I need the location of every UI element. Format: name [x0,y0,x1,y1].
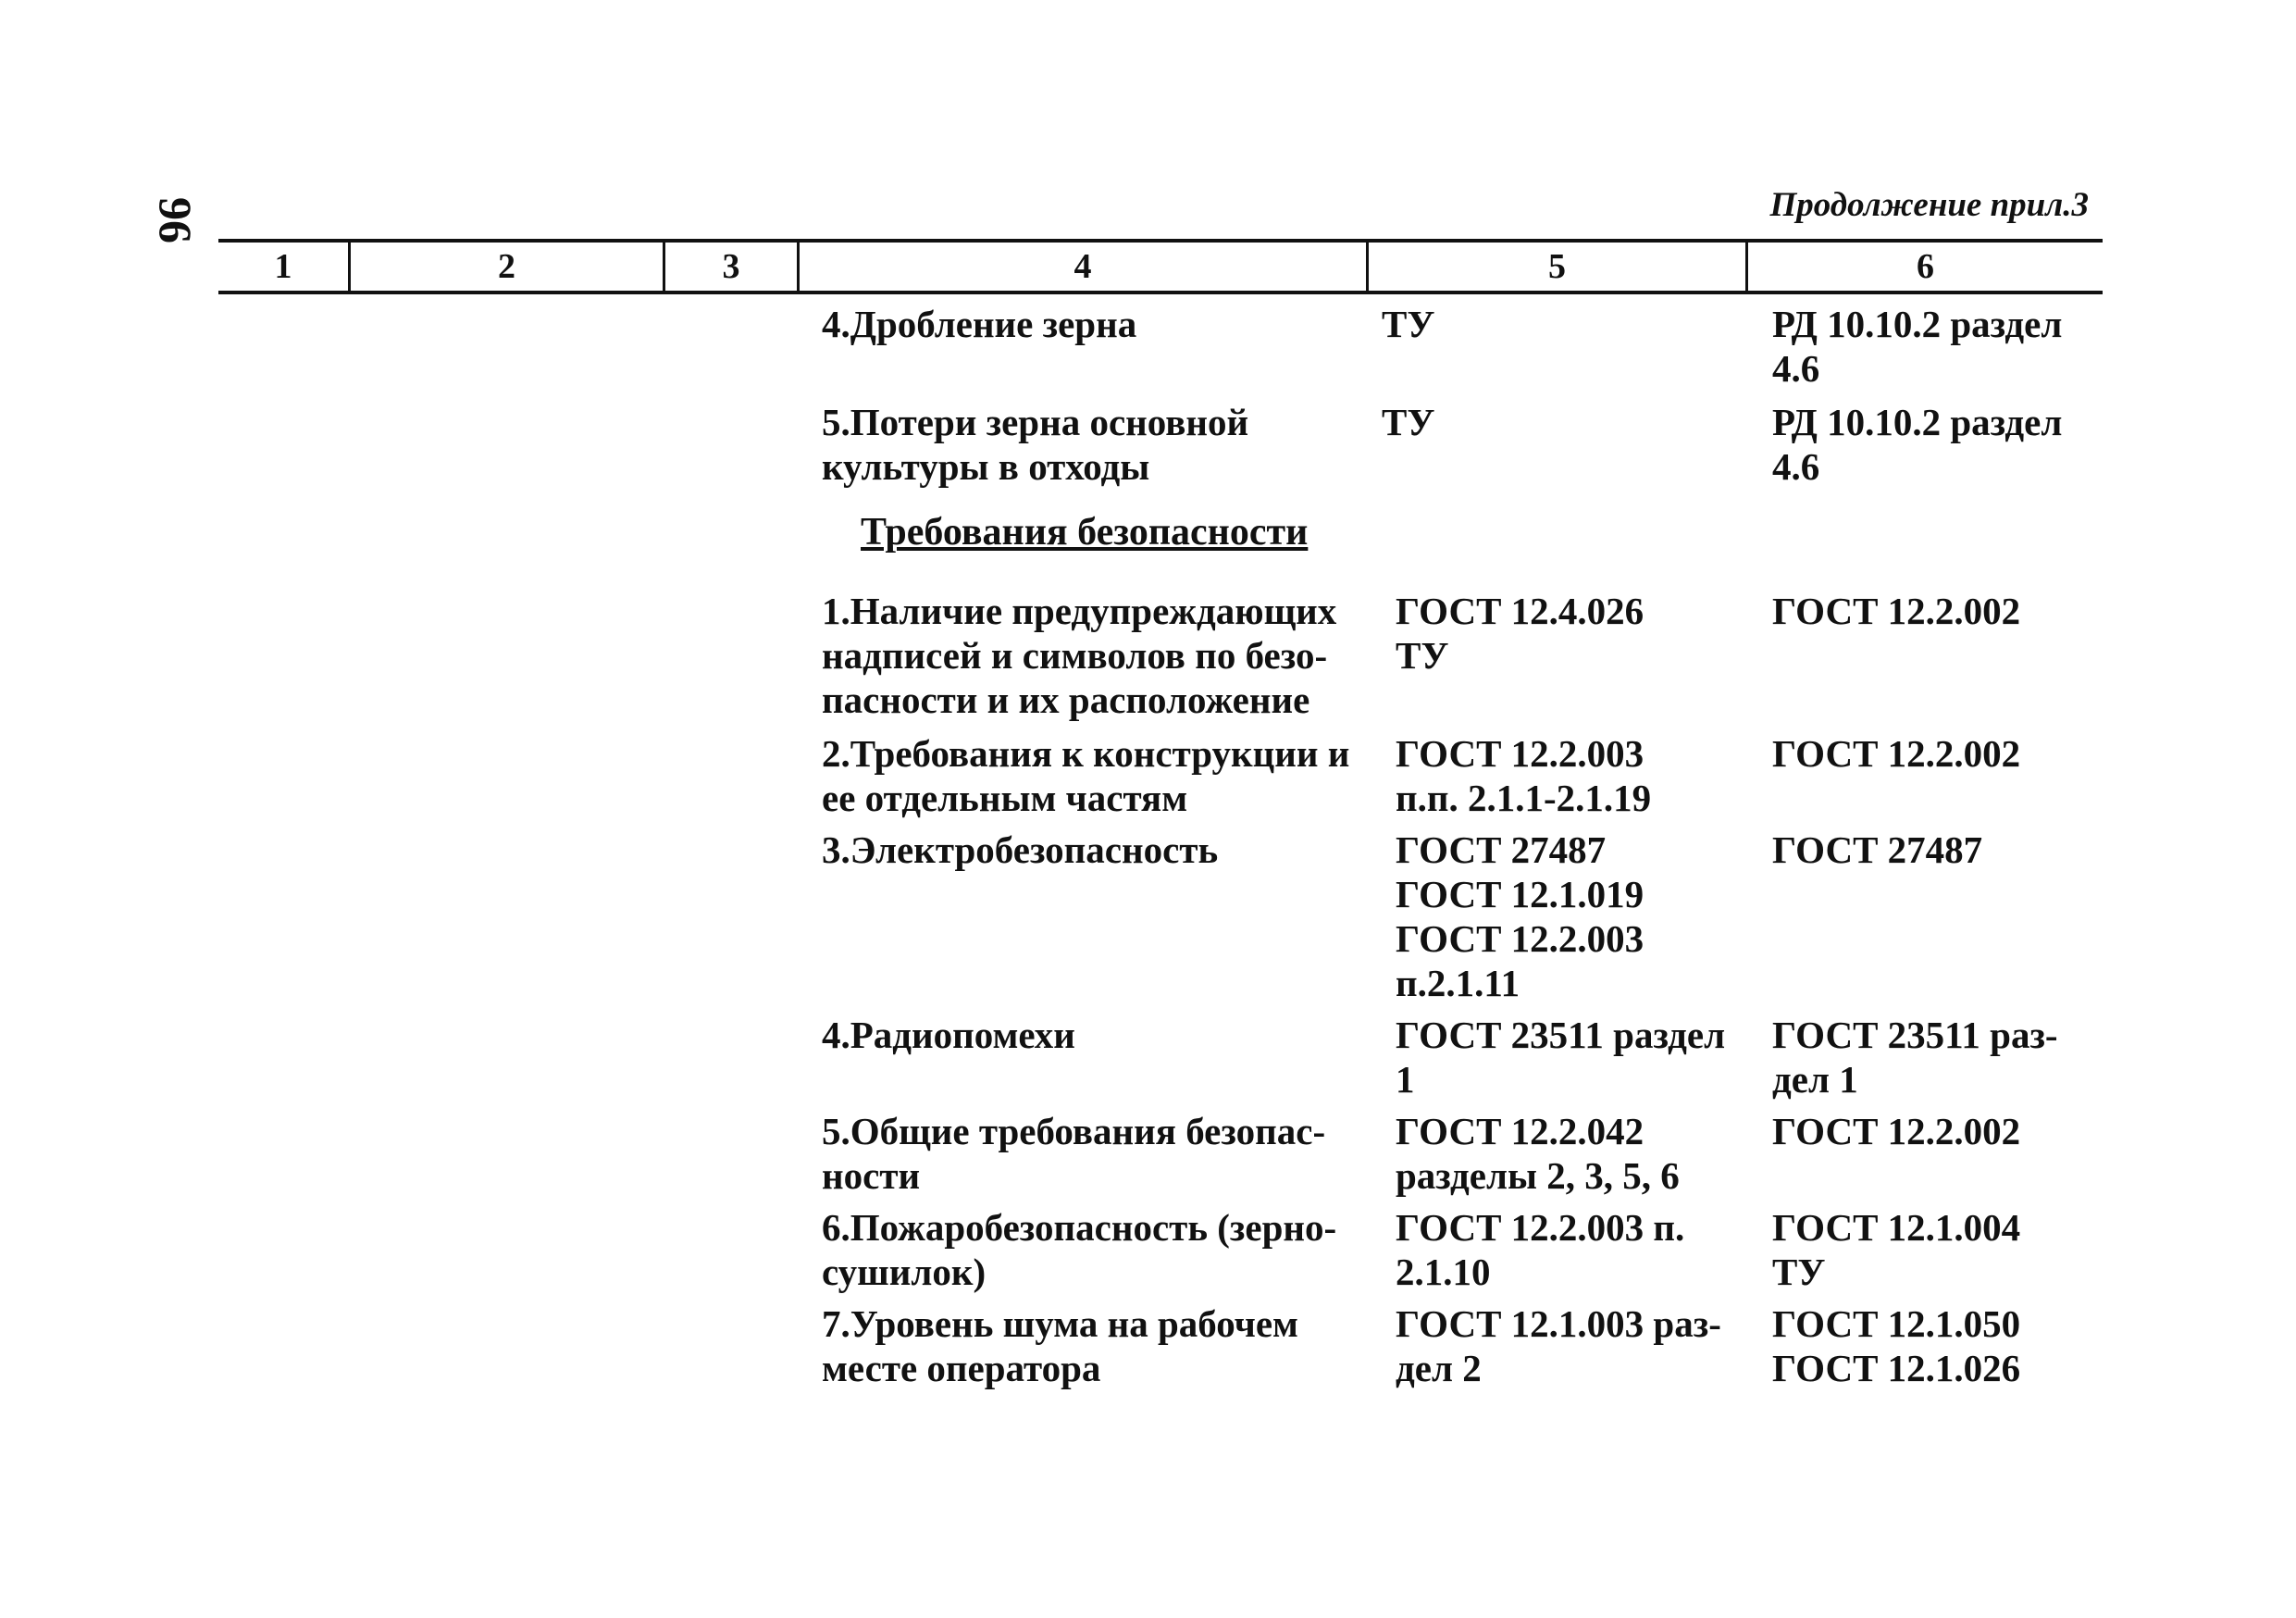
test-indicator-cell [822,731,1354,820]
cell-text-line: ГОСТ 12.2.003 [1396,917,1644,960]
cell-text-line: ее отдельным частям [822,777,1188,819]
cell-text-line: сушилок) [822,1251,987,1293]
cell-text-line: п.п. 2.1.1-2.1.19 [1396,777,1652,819]
cell-text-line: ГОСТ 12.2.002 [1772,590,2021,632]
test-indicator-cell [822,400,1354,489]
method-cell [1772,1301,2091,1390]
cell-text-line: 6.Пожаробезопасность (зерно- [822,1206,1337,1249]
cell-text-line: 7.Уровень шума на рабочем [822,1302,1298,1345]
column-number-4: 4 [1074,247,1092,286]
standard-cell [1396,1205,1756,1294]
method-cell [1772,589,2091,633]
cell-text-line: 3.Электробезопасность [822,828,1219,871]
cell-text-line: месте оператора [822,1347,1101,1389]
cell-text-line: 4.6 [1772,445,1820,488]
cell-text-line: 1.Наличие предупреждающих [822,590,1337,632]
cell-text-line: 1 [1396,1058,1415,1101]
standard-cell [1396,828,1756,1005]
cell-text-line: ГОСТ 12.1.019 [1396,873,1644,915]
continuation-note: Продолжение прил.3 [1769,186,2089,224]
cell-text-line: ТУ [1772,1251,1826,1293]
test-indicator-cell [822,1301,1354,1390]
test-indicator-cell [822,1013,1354,1057]
cell-text-line: дел 1 [1772,1058,1858,1101]
cell-text-line: ГОСТ 12.4.026 [1396,590,1644,632]
method-cell [1772,731,2091,776]
test-indicator-cell [822,1109,1354,1198]
standard-cell [1396,1301,1756,1390]
column-number-header [218,243,2103,291]
cell-text-line: РД 10.10.2 раздел [1772,401,2063,443]
cell-text-line: культуры в отходы [822,445,1150,488]
section-heading: Требования безопасности [861,511,1309,554]
cell-text-line: ГОСТ 12.2.003 [1396,732,1644,775]
cell-text-line: ТУ [1382,303,1435,345]
method-cell [1772,828,2091,872]
column-number-3: 3 [722,247,740,286]
cell-text-line: ГОСТ 23511 раз- [1772,1014,2058,1056]
cell-text-line: ГОСТ 27487 [1772,828,1983,871]
cell-text-line: 4.Дробление зерна [822,303,1137,345]
standard-cell [1396,1109,1756,1198]
cell-text-line: 5.Общие требования безопас- [822,1110,1326,1152]
method-cell [1772,400,2091,489]
test-indicator-cell [822,1205,1354,1294]
cell-text-line: ГОСТ 12.2.002 [1772,1110,2021,1152]
method-cell [1772,302,2091,391]
cell-text-line: ТУ [1382,401,1435,443]
standard-cell [1382,400,1743,444]
page-number: 96 [150,197,202,243]
cell-text-line: ности [822,1154,921,1197]
cell-text-line: п.2.1.11 [1396,962,1520,1004]
cell-text-line: 4.6 [1772,347,1820,390]
test-indicator-cell [822,302,1354,346]
cell-text-line: ГОСТ 27487 [1396,828,1607,871]
column-number-5: 5 [1548,247,1566,286]
cell-text-line: ГОСТ 12.1.050 [1772,1302,2021,1345]
cell-text-line: ГОСТ 12.1.026 [1772,1347,2021,1389]
method-cell [1772,1109,2091,1153]
test-indicator-cell [822,828,1354,872]
cell-text-line: пасности и их расположение [822,678,1310,721]
standard-cell [1382,302,1743,346]
cell-text-line: ГОСТ 12.2.042 [1396,1110,1644,1152]
cell-text-line: ТУ [1396,634,1449,677]
test-indicator-cell [822,589,1354,722]
method-cell [1772,1205,2091,1294]
method-cell [1772,1013,2091,1101]
cell-text-line: 2.Требования к конструкции и [822,732,1350,775]
column-number-1: 1 [274,247,292,286]
table-header-rule [218,291,2103,294]
column-number-2: 2 [498,247,515,286]
cell-text-line: дел 2 [1396,1347,1482,1389]
cell-text-line: 5.Потери зерна основной [822,401,1249,443]
cell-text-line: надписей и символов по безо- [822,634,1328,677]
cell-text-line: разделы 2, 3, 5, 6 [1396,1154,1680,1197]
cell-text-line: РД 10.10.2 раздел [1772,303,2063,345]
standard-cell [1396,731,1756,820]
cell-text-line: ГОСТ 12.1.004 [1772,1206,2021,1249]
cell-text-line: 4.Радиопомехи [822,1014,1075,1056]
standard-cell [1396,1013,1756,1101]
standard-cell [1396,589,1756,678]
column-number-6: 6 [1917,247,1934,286]
cell-text-line: ГОСТ 12.1.003 раз- [1396,1302,1721,1345]
cell-text-line: ГОСТ 12.2.003 п. [1396,1206,1685,1249]
cell-text-line: ГОСТ 23511 раздел [1396,1014,1726,1056]
cell-text-line: ГОСТ 12.2.002 [1772,732,2021,775]
cell-text-line: 2.1.10 [1396,1251,1491,1293]
